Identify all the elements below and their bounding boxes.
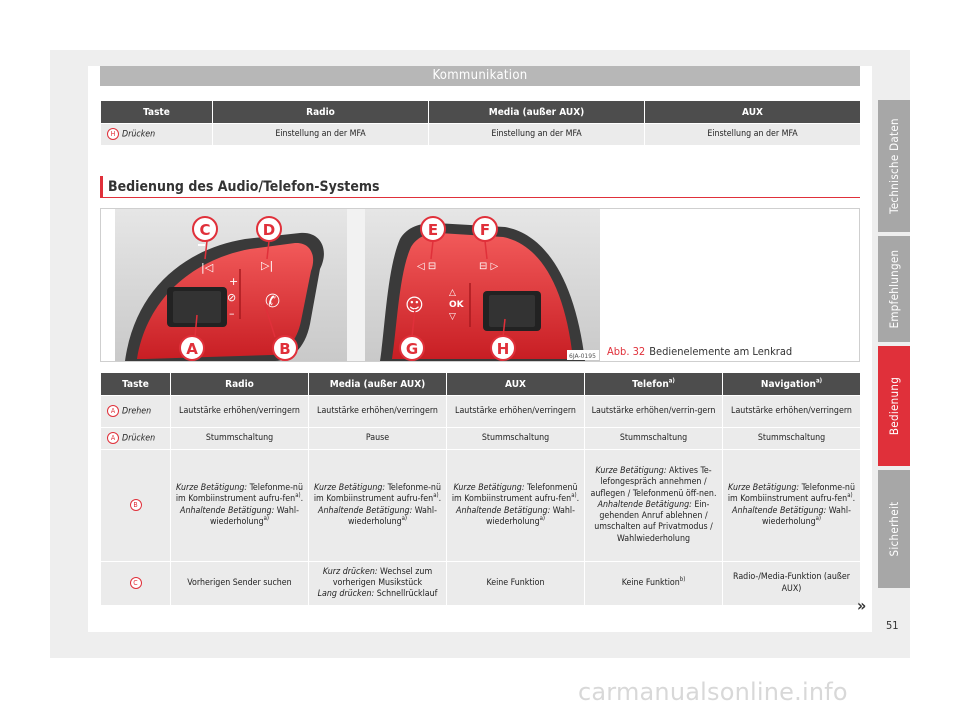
short-press-label: Kurze Betätigung:	[728, 483, 800, 494]
key-letter-badge: B	[130, 499, 142, 511]
header-text: Telefon	[632, 378, 669, 390]
key-letter-badge: A	[107, 405, 119, 417]
figure-label-g: G	[405, 340, 419, 358]
table-row	[101, 562, 861, 606]
footnote-ref: a)	[263, 514, 270, 522]
table-top	[100, 100, 861, 146]
up-icon: △	[449, 288, 456, 298]
footnote-ref: a)	[668, 377, 675, 385]
key-cell	[101, 562, 171, 606]
section-heading: Bedienung des Audio/Telefon-Systems	[108, 179, 380, 195]
heading-accent-bar	[100, 176, 103, 198]
key-action: Drücken	[122, 433, 156, 444]
steering-wheel-illustration	[115, 209, 600, 361]
table-cell: Stummschaltung	[723, 428, 861, 450]
next-icon: ▷|	[261, 259, 274, 272]
column-header	[723, 373, 861, 396]
short-press-text: Aktives Te-lefongespräch annehmen / auflegen / Telefonmenü öff-nen.	[590, 466, 717, 499]
volume-up-icon: +	[229, 275, 239, 288]
short-press-text: Telefonme-nü im Kombiinstrument aufru-fen	[727, 483, 855, 505]
table-cell	[585, 450, 723, 562]
long-press-label: Anhaltende Betätigung:	[732, 505, 827, 516]
short-press-label: Kurze Betätigung:	[453, 483, 525, 494]
column-header: Taste	[101, 373, 171, 396]
column-header: Radio	[171, 373, 309, 396]
table-cell: Kurze Betätigung: Telefonme-nü im Kombiinstrument aufru-fen$^{a)}$. Anhaltende Betätigung: Wahl-wiederholung$^{a)}$	[309, 450, 447, 562]
sidebar-tab-technische-daten[interactable]	[878, 100, 910, 232]
table-row	[101, 396, 861, 428]
figure-caption	[607, 345, 792, 358]
table-cell: Kurze Betätigung: Telefonmenü im Kombiinstrument aufru-fen$^{a)}$. Anhaltende Betätigung: Wahl-wiederholung$^{a)}$	[447, 450, 585, 562]
steering-wheel-figure	[115, 209, 600, 361]
phone-icon: ✆	[265, 291, 281, 312]
key-cell	[101, 450, 171, 562]
sidebar-tab-empfehlungen[interactable]	[878, 236, 910, 342]
footnote-ref: b)	[679, 575, 686, 583]
column-header: Taste	[101, 101, 213, 124]
footnote-ref: a)	[847, 492, 853, 500]
figure-label-h: H	[496, 340, 510, 358]
table-row	[101, 124, 861, 146]
figure-label-a: A	[186, 340, 198, 358]
short-press-label: Kurz drücken:	[322, 566, 378, 577]
long-press-text: Wahl-wiederholung	[347, 505, 437, 527]
menu-left-icon: ◁ ⊟	[417, 261, 437, 272]
watermark: carmanualsonline.info	[578, 678, 848, 706]
table-cell: Lautstärke erhöhen/verringern	[723, 396, 861, 428]
table-cell: Einstellung an der MFA	[429, 124, 645, 146]
long-press-text: Schnellrücklauf	[376, 589, 438, 600]
table-cell: Stummschaltung	[585, 428, 723, 450]
column-header: Media (außer AUX)	[429, 101, 645, 124]
long-press-text: Ein-gehenden Anruf ablehnen / umschalten auf Privatmodus / Wahlwiederholung	[594, 499, 713, 544]
footnote-ref: a)	[401, 514, 408, 522]
table-cell: Einstellung an der MFA	[213, 124, 429, 146]
tab-label: Empfehlungen	[887, 249, 901, 329]
figure-code: 6JA-0195	[569, 353, 596, 360]
long-press-label: Anhaltende Betätigung:	[456, 505, 551, 516]
ok-icon: OK	[449, 300, 464, 310]
table-cell: Kurze Betätigung: Telefonme-nü im Kombiinstrument aufru-fen$^{a)}$. Anhaltende Betätigung: Wahl-wiederholung$^{a)}$	[723, 450, 861, 562]
table-cell: Einstellung an der MFA	[645, 124, 861, 146]
footnote-ref: a)	[815, 377, 823, 385]
figure-label-e: E	[427, 221, 439, 239]
sidebar-tab-bedienung[interactable]	[878, 346, 910, 466]
volume-down-icon: –	[229, 307, 235, 320]
table-cell: Kurze Betätigung: Telefonme-nü im Kombiinstrument aufru-fen$^{a)}$. Anhaltende Betätigung: Wahl-wiederholung$^{a)}$	[171, 450, 309, 562]
table-cell: Pause	[309, 428, 447, 450]
figure-label-b: B	[279, 340, 291, 358]
long-press-label: Anhaltende Betätigung:	[318, 505, 413, 516]
table-controls-header	[101, 373, 861, 396]
short-press-label: Kurze Betätigung:	[314, 483, 386, 494]
table-cell: Lautstärke erhöhen/verrin-gern	[585, 396, 723, 428]
header-text: Navigation	[760, 378, 816, 390]
previous-icon: |◁	[201, 261, 214, 274]
short-press-text: Wechsel zum vorherigen Musikstück	[332, 566, 433, 588]
table-row	[101, 428, 861, 450]
tab-label: Bedienung	[887, 376, 901, 436]
table-cell: Radio-/Media-Funktion (außer AUX)	[723, 562, 861, 606]
footnote-ref: a)	[571, 492, 577, 500]
table-cell: Keine Funktion	[447, 562, 585, 606]
short-press-text: Telefonmenü im Kombiinstrument aufru-fen	[451, 483, 578, 505]
table-row	[101, 450, 861, 562]
key-cell	[101, 428, 171, 450]
table-top-header	[101, 101, 861, 124]
tab-label: Technische Daten	[887, 118, 901, 214]
table-cell: Stummschaltung	[171, 428, 309, 450]
column-header: AUX	[645, 101, 861, 124]
table-cell: Lautstärke erhöhen/verringern	[309, 396, 447, 428]
short-press-label: Kurze Betätigung:	[176, 483, 248, 494]
tab-label: Sicherheit	[887, 501, 901, 557]
long-press-label: Anhaltende Betätigung:	[597, 499, 692, 510]
table-cell: Stummschaltung	[447, 428, 585, 450]
caption-number: Abb. 32	[607, 345, 646, 358]
heading-underline	[103, 197, 860, 198]
section-title: Kommunikation	[100, 66, 860, 86]
footnote-ref: a)	[539, 514, 546, 522]
column-header: AUX	[447, 373, 585, 396]
figure-label-f: F	[479, 221, 491, 239]
menu-right-icon: ⊟ ▷	[479, 261, 499, 272]
short-press-label: Kurze Betätigung:	[595, 466, 667, 477]
down-icon: ▽	[449, 312, 456, 322]
key-cell	[101, 396, 171, 428]
table-cell	[585, 562, 723, 606]
footnote-ref: a)	[815, 514, 822, 522]
cell-text: Keine Funktion	[621, 577, 680, 588]
table-cell: Lautstärke erhöhen/verringern	[171, 396, 309, 428]
mute-icon: ⊘	[227, 291, 237, 304]
long-press-text: Wahl-wiederholung	[485, 505, 575, 527]
sidebar-tab-sicherheit[interactable]	[878, 470, 910, 588]
page-number: 51	[886, 619, 899, 632]
column-header: Media (außer AUX)	[309, 373, 447, 396]
key-action: Drücken	[122, 129, 156, 140]
table-cell	[309, 562, 447, 606]
key-letter-badge: H	[107, 128, 119, 140]
figure-label-c: C	[199, 221, 211, 239]
footnote-ref: a)	[433, 492, 439, 500]
short-press-text: Telefonme-nü im Kombiinstrument aufru-fen	[175, 483, 303, 505]
key-cell	[101, 124, 213, 146]
continue-marker: »	[857, 596, 867, 615]
key-letter-badge: A	[107, 432, 119, 444]
long-press-label: Anhaltende Betätigung:	[180, 505, 275, 516]
figure-label-d: D	[262, 221, 276, 239]
key-letter-badge: C	[130, 577, 142, 589]
table-cell: Lautstärke erhöhen/verringern	[447, 396, 585, 428]
long-press-text: Wahl-wiederholung	[209, 505, 299, 527]
caption-text: Bedienelemente am Lenkrad	[649, 345, 793, 358]
voice-control-icon: ☺	[405, 295, 424, 316]
key-action: Drehen	[122, 406, 152, 417]
column-header	[585, 373, 723, 396]
column-header: Radio	[213, 101, 429, 124]
table-controls	[100, 372, 861, 606]
short-press-text: Telefonme-nü im Kombiinstrument aufru-fen	[313, 483, 441, 505]
table-cell: Vorherigen Sender suchen	[171, 562, 309, 606]
long-press-text: Wahl-wiederholung	[761, 505, 851, 527]
long-press-label: Lang drücken:	[317, 589, 375, 600]
footnote-ref: a)	[295, 492, 301, 500]
